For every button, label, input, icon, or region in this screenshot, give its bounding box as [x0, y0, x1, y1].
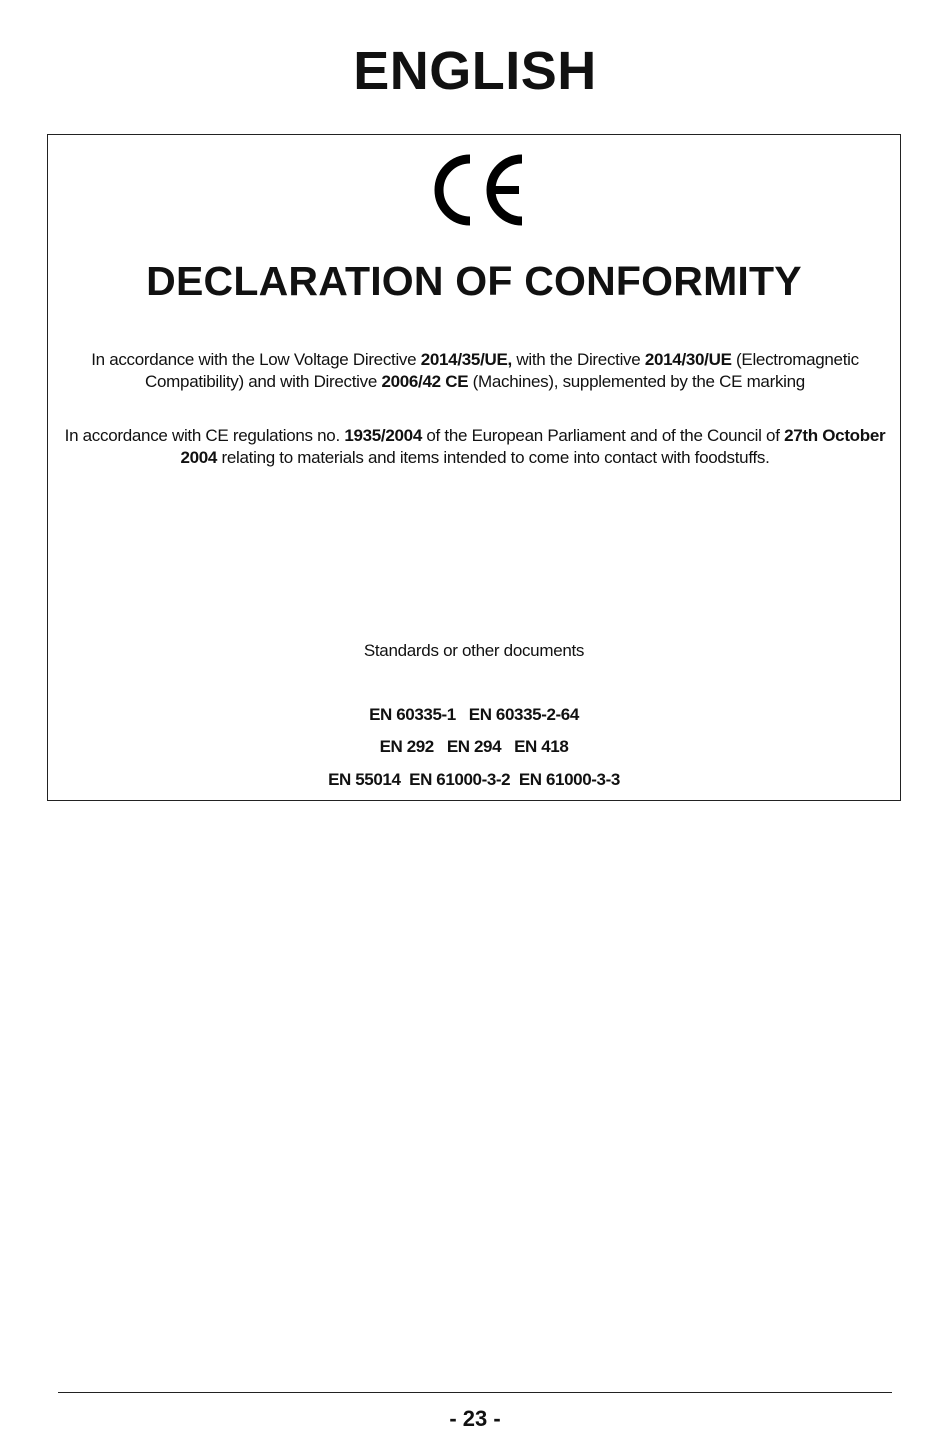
paragraph-text: of the European Parliament and of the Council of [421, 426, 785, 445]
paragraph-text: (Machines), supplemented by the CE marking [468, 372, 805, 391]
declaration-title: DECLARATION OF CONFORMITY [146, 258, 802, 304]
standards-label: Standards or other documents [363, 641, 585, 660]
paragraph-text: with the Directive [511, 350, 645, 369]
standards-line: EN 55014 EN 61000-3-2 EN 61000-3-3 [328, 770, 620, 789]
standards-line: EN 292 EN 294 EN 418 [379, 737, 569, 756]
regulation-number: 1935/2004 [344, 426, 422, 445]
regulation-paragraph [60, 425, 890, 469]
page-number: - 23 - [449, 1406, 501, 1431]
directive-number: 2014/35/UE, [420, 350, 512, 369]
paragraph-text: (Electromagnetic Compatibility) and with Directive [145, 350, 859, 391]
paragraph-text: relating to materials and items intended to come into contact with foodstuffs. [217, 448, 770, 467]
paragraph-text: In accordance with CE regulations no. [64, 426, 345, 445]
directives-paragraph [60, 349, 890, 393]
ce-mark-icon [425, 152, 525, 228]
directive-number: 2006/42 CE [381, 372, 469, 391]
paragraph-text: In accordance with the Low Voltage Directive [91, 350, 421, 369]
footer-divider [58, 1392, 892, 1393]
regulation-date: 27th October 2004 [180, 426, 886, 467]
standards-line: EN 60335-1 EN 60335-2-64 [369, 705, 579, 724]
directive-number: 2014/30/UE [644, 350, 732, 369]
page-title: ENGLISH [353, 41, 597, 101]
